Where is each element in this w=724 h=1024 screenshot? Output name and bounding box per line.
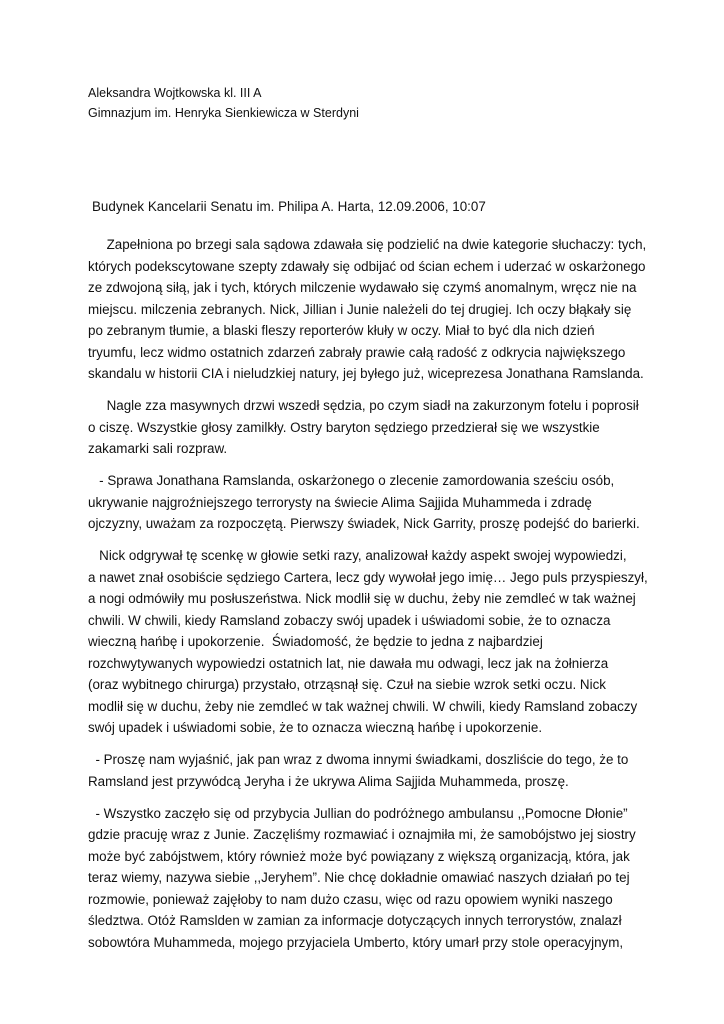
text-line: a nawet znał osobiście sędziego Cartera, lecz gdy wywołał jego imię… Jego puls przyspieszył, xyxy=(88,569,648,585)
paragraph xyxy=(88,470,640,535)
paragraph xyxy=(88,749,640,792)
text-line: skandalu w historii CIA i nieludzkiej natury, jej byłego już, wiceprezesa Jonathana Ramslanda. xyxy=(88,366,644,381)
story-body xyxy=(88,234,648,964)
text-line: swój upadek i uświadomi sobie, że to oznacza wieczną hańbę i upokorzenie. xyxy=(88,720,543,735)
text-line: Ramsland jest przywódcą Jeryha i że ukrywa Alima Sajjida Muhammeda, proszę. xyxy=(88,773,569,789)
text-line: - Proszę nam wyjaśnić, jak pan wraz z dwoma innymi świadkami, doszliście do tego, że to xyxy=(88,752,629,767)
text-line: rozchwytywanych wypowiedzi ostatnich lat, nie dawała mu odwagi, lecz jak na żołnierza xyxy=(88,655,609,671)
text-line: gdzie pracuję wraz z Junie. Zaczęliśmy rozmawiać i oznajmiła mi, że samobójstwo jej siostry xyxy=(88,827,636,842)
text-line: może być zabójstwem, który również może być powiązany z większą organizacją, która, jak xyxy=(88,848,630,864)
text-line: (oraz wybitnego chirurga) przystało, otrząsnął się. Czuł na siebie wzrok setki oczu. Nick xyxy=(88,677,606,692)
paragraph xyxy=(88,395,640,460)
document-header xyxy=(88,83,648,123)
text-line: teraz wiemy, nazywa siebie ,,Jeryhem”. Nie chcę dokładnie omawiać naszych działań po tej xyxy=(88,870,630,885)
text-line: śledztwa. Otóż Ramslden w zamian za informacje dotyczących innych terrorystów, znalazł xyxy=(88,913,622,928)
text-line: Nagle zza masywnych drzwi wszedł sędzia, po czym siadł na zakurzonym fotelu i poprosił xyxy=(88,398,639,413)
text-line: miejscu. milczenia zebranych. Nick, Jillian i Junie należeli do tej drugiej. Ich oczy błąkały się xyxy=(88,301,632,317)
text-line: po zebranym tłumie, a blaski fleszy reporterów kłuły w oczy. Miał to być dla nich dzień xyxy=(88,323,595,338)
paragraph xyxy=(88,545,648,739)
text-line: zakamarki sali rozpraw. xyxy=(88,441,228,456)
text-line: ze zdwojoną siłą, jak i tych, których milczenie wydawało się czymś anomalnym, wręcz nie na xyxy=(88,280,637,295)
text-line: Nick odgrywał tę scenkę w głowie setki razy, analizował każdy aspekt swojej wypowiedzi, xyxy=(88,548,627,563)
paragraph xyxy=(88,803,640,954)
text-line: modlił się w duchu, żeby nie zemdleć w tak ważnej chwili. W chwili, kiedy Ramsland zobaczy xyxy=(88,698,638,714)
text-line: tryumfu, lecz widmo ostatnich zdarzeń zabrały prawie całą radość z odkrycia największego xyxy=(88,344,626,360)
text-line: - Wszystko zaczęło się od przybycia Jullian do podróżnego ambulansu ,,Pomocne Dłonie” xyxy=(88,805,628,821)
text-line: ojczyzny, uważam za rozpoczętą. Pierwszy świadek, Nick Garrity, proszę podejść do barierki. xyxy=(88,516,640,531)
dateline: Budynek Kancelarii Senatu im. Philipa A. Harta, 12.09.2006, 10:07 xyxy=(92,199,486,214)
text-line: wieczną hańbę i upokorzenie. Świadomość, że będzie to jedna z najbardziej xyxy=(88,634,543,649)
text-line: rozmowie, ponieważ zajęłoby to nam dużo czasu, więc od razu opowiem wyniki naszego xyxy=(88,891,613,907)
text-line: których podekscytowane szepty zdawały się odbijać od ścian echem i uderzać w oskarżonego xyxy=(88,258,646,274)
text-line: sobowtóra Muhammeda, mojego przyjaciela Umberto, który umarł przy stole operacyjnym, xyxy=(88,934,624,950)
text-line: ukrywanie najgroźniejszego terrorysty na świecie Alima Sajjida Muhammeda i zdradę xyxy=(88,494,592,510)
text-line: - Sprawa Jonathana Ramslanda, oskarżonego o zlecenie zamordowania sześciu osób, xyxy=(88,473,615,488)
text-line: chwili. W chwili, kiedy Ramsland zobaczy swój upadek i uświadomi sobie, że to oznacza xyxy=(88,612,611,628)
school-line: Gimnazjum im. Henryka Sienkiewicza w Sterdyni xyxy=(88,106,359,120)
text-line: a nogi odmówiły mu posłuszeństwa. Nick modlił się w duchu, żeby nie zemdleć w tak ważnej xyxy=(88,591,636,606)
paragraph xyxy=(88,234,647,385)
author-line: Aleksandra Wojtkowska kl. III A xyxy=(88,86,262,100)
text-line: o ciszę. Wszystkie głosy zamilkły. Ostry baryton sędziego przedzierał się we wszystkie xyxy=(88,419,600,435)
text-line: Zapełniona po brzegi sala sądowa zdawała się podzielić na dwie kategorie słuchaczy: tych, xyxy=(88,237,647,252)
